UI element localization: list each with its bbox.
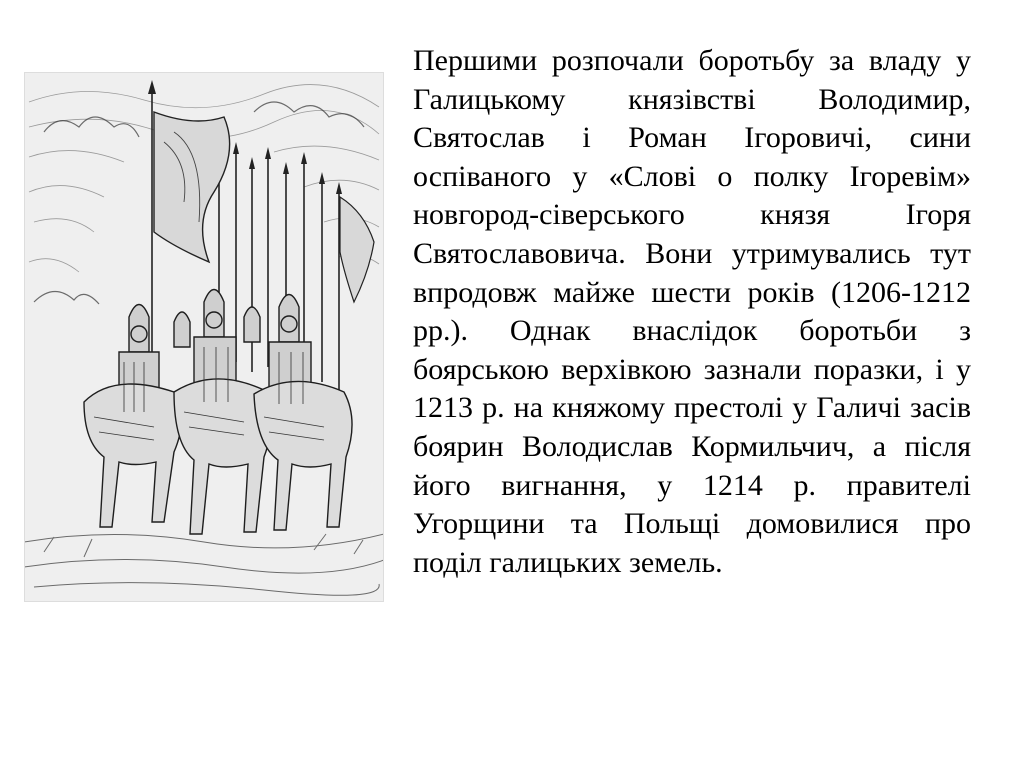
body-text-paragraph: Першими розпочали боротьбу за владу у Галицькому князівстві Володимир, Святослав і Роман Ігоровичі, сини оспіваного у «Слові о полку Ігоревім» новгород-сіверського князя Ігоря Святославовича. Вони утримувались тут впродовж майже шести років (1206-1212 рр.). Однак внаслідок боротьби з боярською верхівкою зазнали поразки, і у 1213 р. на княжому престолі у Галичі засів боярин Володислав Кормильчич, а після його вигнання, у 1214 р. правителі Угорщини та Польщі домовилися про поділ галицьких земель. bbox=[413, 44, 971, 579]
warriors-engraving-image bbox=[24, 72, 384, 602]
engraving-drawing bbox=[24, 72, 384, 602]
